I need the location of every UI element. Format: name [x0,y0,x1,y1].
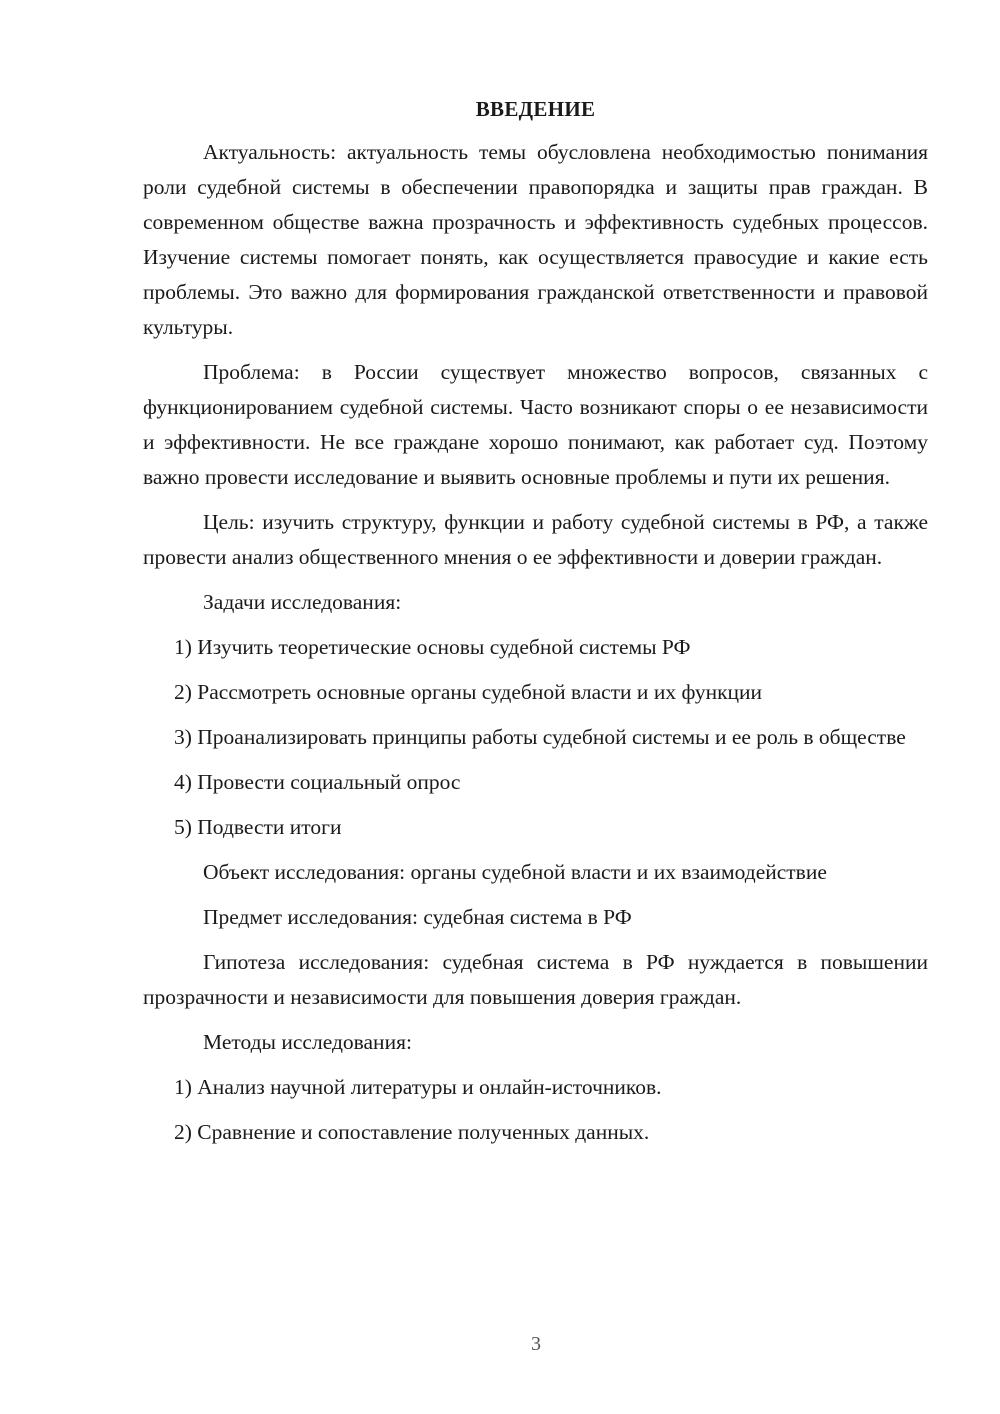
hypothesis-paragraph: Гипотеза исследования: судебная система в РФ нуждается в повышении прозрачности и независимости для повышения доверия граждан. [143,950,928,1009]
tasks-heading: Задачи исследования: [203,590,402,614]
page-title: ВВЕДЕНИЕ [475,97,596,121]
task-item: 4) Провести социальный опрос [174,770,461,794]
method-item: 1) Анализ научной литературы и онлайн-источников. [174,1075,662,1099]
task-item: 1) Изучить теоретические основы судебной системы РФ [174,635,691,659]
goal-paragraph: Цель: изучить структуру, функции и работу судебной системы в РФ, а также провести анализ общественного мнения о ее эффективности и доверии граждан. [143,510,928,569]
task-item: 3) Проанализировать принципы работы судебной системы и ее роль в обществе [174,725,906,749]
method-item: 2) Сравнение и сопоставление полученных данных. [174,1120,650,1144]
document-page [143,92,928,1160]
subject-paragraph: Предмет исследования: судебная система в РФ [203,905,632,929]
task-item: 5) Подвести итоги [174,815,342,839]
object-paragraph: Объект исследования: органы судебной власти и их взаимодействие [203,860,827,884]
relevance-paragraph: Актуальность: актуальность темы обусловлена необходимостью понимания роли судебной системы в обеспечении правопорядка и защиты прав граждан. В современном обществе важна прозрачность и эффективность судебных процессов. Изучение системы помогает понять, как осуществляется правосудие и какие есть проблемы. Это важно для формирования гражданской ответственности и правовой культуры. [143,140,928,339]
task-item: 2) Рассмотреть основные органы судебной власти и их функции [174,680,763,704]
methods-heading: Методы исследования: [203,1030,412,1054]
problem-paragraph: Проблема: в России существует множество вопросов, связанных с функционированием судебной системы. Часто возникают споры о ее независимости и эффективности. Не все граждане хорошо понимают, как работает суд. Поэтому важно провести исследование и выявить основные проблемы и пути их решения. [143,360,928,489]
page-number: 3 [531,1333,541,1355]
